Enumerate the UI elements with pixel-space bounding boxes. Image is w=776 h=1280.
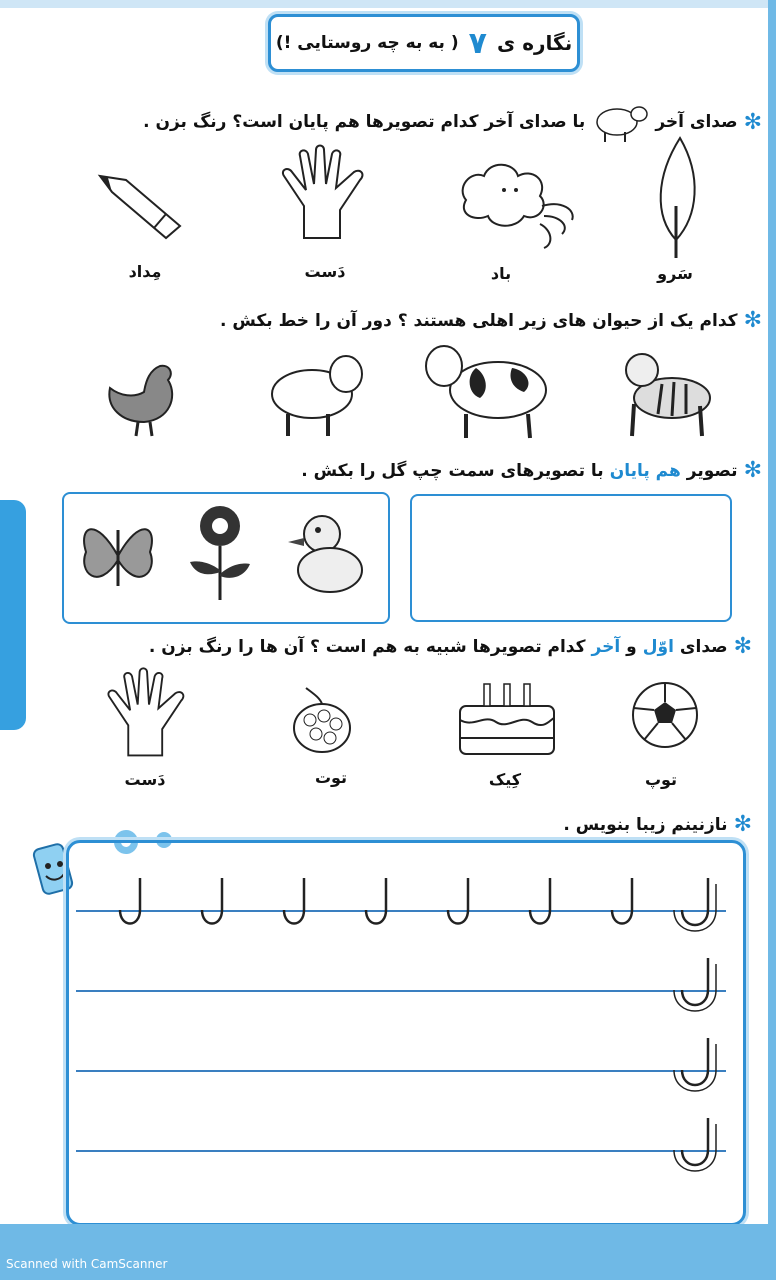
question-4-part1: صدای <box>679 636 728 657</box>
question-2-text: کدام یک از حیوان های زیر اهلی هستند ؟ دور آن را خط بکش . <box>219 310 738 331</box>
question-4-highlight-first: اوّل <box>642 636 674 657</box>
label-berry: توت <box>314 768 348 787</box>
soccer-ball-icon <box>630 680 700 750</box>
question-4-and: و <box>626 636 637 657</box>
tracing-letters <box>76 870 736 1170</box>
question-4-highlight-last: آخر <box>591 636 621 657</box>
flower-bullet-icon: ✻ <box>743 308 762 333</box>
tiger-icon <box>614 344 718 440</box>
hen-icon <box>100 356 184 440</box>
label-cypress: سَرو <box>657 264 693 283</box>
berry-icon <box>286 684 358 756</box>
sheep-small-icon <box>591 100 649 144</box>
label-hand: دَست <box>304 262 346 281</box>
lesson-subtitle: ( به به چه روستایی !) <box>275 33 459 53</box>
flower-bullet-icon: ✻ <box>743 109 762 135</box>
question-4-part3: کدام تصویرها شبیه به هم است ؟ آن ها را رنگ بزن . <box>148 636 586 657</box>
hand-icon <box>274 146 378 242</box>
flower-icon <box>186 504 254 602</box>
flower-bullet-icon: ✻ <box>743 458 762 483</box>
flower-bullet-icon: ✻ <box>733 634 752 659</box>
question-3 <box>301 458 762 483</box>
bottom-border <box>0 1224 776 1280</box>
question-5 <box>563 812 752 837</box>
cypress-tree-icon <box>646 136 710 260</box>
hand-icon <box>100 664 198 764</box>
question-1-part1: صدای آخر <box>655 112 738 132</box>
lesson-title-box <box>268 14 580 72</box>
label-hand-2: دَست <box>124 770 166 789</box>
draw-answer-box[interactable] <box>410 494 732 622</box>
cow-icon <box>416 334 552 440</box>
label-wind: باد <box>490 264 512 283</box>
question-1-part2: با صدای آخر کدام تصویرها هم پایان است؟ رنگ بزن . <box>143 112 586 132</box>
side-tab <box>0 500 26 730</box>
cake-icon <box>454 672 560 760</box>
flower-bullet-icon: ✻ <box>733 812 752 837</box>
sheep-icon <box>268 344 368 438</box>
top-border <box>0 0 776 8</box>
title-text: نگاره ی <box>496 31 573 55</box>
label-ball: توپ <box>644 770 678 789</box>
question-4 <box>149 634 752 659</box>
label-pencil: مِداد <box>128 262 162 281</box>
right-border <box>768 0 776 1280</box>
label-cake: کِیک <box>488 770 522 789</box>
writing-instruction: نازنینم زیبا بنویس . <box>563 814 728 835</box>
wind-cloud-icon <box>452 160 588 256</box>
question-3-part1: تصویر <box>686 460 738 481</box>
pencil-icon <box>96 170 186 240</box>
lesson-number: ۷ <box>468 25 487 61</box>
scanner-watermark: Scanned with CamScanner <box>6 1257 168 1271</box>
butterfly-icon <box>76 512 160 600</box>
question-3-highlight: هم پایان <box>609 460 681 481</box>
question-3-part2: با تصویرهای سمت چپ گل را بکش . <box>301 460 604 481</box>
question-2 <box>220 308 762 333</box>
duck-icon <box>284 510 368 600</box>
